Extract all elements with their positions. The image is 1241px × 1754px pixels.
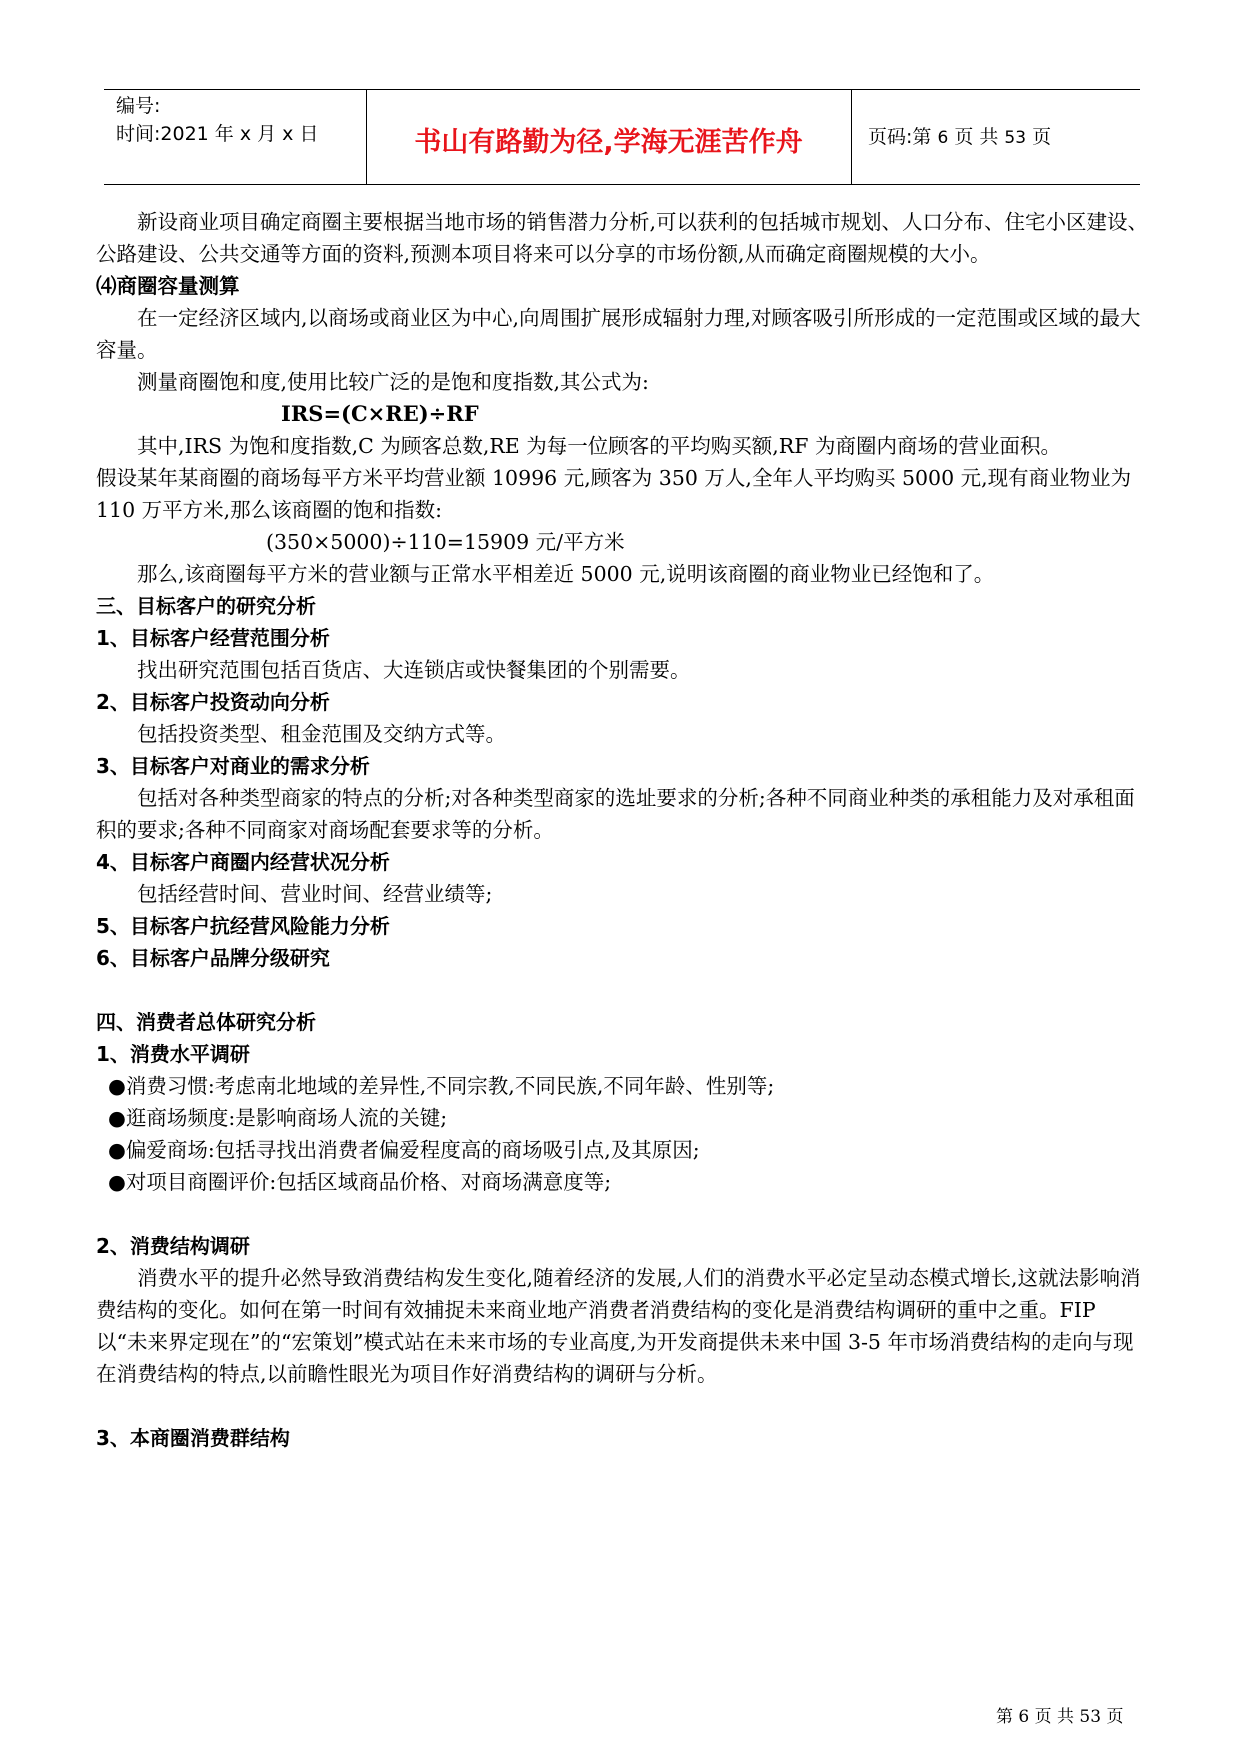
page-total: 53 [1004, 128, 1027, 148]
bullet-item: ●对项目商圈评价:包括区域商品价格、对商场满意度等; [108, 1170, 612, 1194]
page-prefix: 页码:第 [868, 126, 938, 148]
subsection-heading: 3、本商圈消费群结构 [96, 1426, 290, 1450]
section-heading: 四、消费者总体研究分析 [96, 1010, 316, 1034]
subsection-heading: 2、目标客户投资动向分析 [96, 690, 330, 714]
subsection-heading: 3、目标客户对商业的需求分析 [96, 754, 370, 778]
page-mid: 页 共 [948, 126, 1005, 148]
paragraph: 其中,IRS 为饱和度指数,C 为顾客总数,RE 为每一位顾客的平均购买额,RF 为商圈内商场的营业面积。 [137, 434, 1061, 458]
subsection-heading: 4、目标客户商圈内经营状况分析 [96, 850, 390, 874]
paragraph: 包括对各种类型商家的特点的分析;对各种类型商家的选址要求的分析;各种不同商业种类的承租能力及对承租面积的要求;各种不同商家对商场配套要求等的分析。 [96, 786, 1135, 842]
formula: IRS=(C×RE)÷RF [281, 401, 479, 426]
paragraph: 包括投资类型、租金范围及交纳方式等。 [137, 722, 506, 746]
section-heading: ⑷商圈容量测算 [96, 274, 240, 298]
spacer [96, 1390, 1148, 1422]
page-suffix: 页 [1026, 126, 1052, 148]
page-header [104, 89, 1140, 185]
subsection-heading: 5、目标客户抗经营风险能力分析 [96, 914, 390, 938]
bullet-item: ●逛商场频度:是影响商场人流的关键; [108, 1106, 448, 1130]
paragraph: 那么,该商圈每平方米的营业额与正常水平相差近 5000 元,说明该商圈的商业物业已经饱和了。 [137, 562, 995, 586]
header-divider [366, 90, 367, 184]
header-divider [851, 90, 852, 184]
paragraph: 新设商业项目确定商圈主要根据当地市场的销售潜力分析,可以获利的包括城市规划、人口分布、住宅小区建设、公路建设、公共交通等方面的资料,预测本项目将来可以分享的市场份额,从而确定商圈规模的大小。 [96, 210, 1149, 266]
header-info [116, 92, 318, 148]
header-page-info [868, 122, 1051, 149]
document-time-label: 时间:2021 年 x 月 x 日 [116, 123, 319, 145]
subsection-heading: 2、消费结构调研 [96, 1234, 250, 1258]
paragraph: 在一定经济区域内,以商场或商业区为中心,向周围扩展形成辐射力理,对顾客吸引所形成的一定范围或区域的最大容量。 [96, 306, 1141, 362]
paragraph: 消费水平的提升必然导致消费结构发生变化,随着经济的发展,人们的消费水平必定呈动态模式增长,这就法影响消费结构的变化。如何在第一时间有效捕捉未来商业地产消费者消费结构的变化是消费结构调研的重中之重。FIP 以“未来界定现在”的“宏策划”模式站在未来市场的专业高度,为开发商提供未来中国 3-5 年市场消费结构的走向与现在消费结构的特点,以前瞻性眼光为项目作好消费结构的调研与分析。 [96, 1266, 1141, 1386]
calculation: (350×5000)÷110=15909 元/平方米 [266, 530, 625, 554]
document-body [96, 206, 1148, 1454]
subsection-heading: 6、目标客户品牌分级研究 [96, 946, 330, 970]
spacer [96, 974, 1148, 1006]
page-footer: 第 6 页 共 53 页 [996, 1707, 1124, 1727]
paragraph: 包括经营时间、营业时间、经营业绩等; [137, 882, 493, 906]
spacer [96, 1198, 1148, 1230]
header-motto: 书山有路勤为径,学海无涯苦作舟 [414, 127, 803, 158]
subsection-heading: 1、目标客户经营范围分析 [96, 626, 330, 650]
section-heading: 三、目标客户的研究分析 [96, 594, 316, 618]
bullet-item: ●偏爱商场:包括寻找出消费者偏爱程度高的商场吸引点,及其原因; [108, 1138, 700, 1162]
bullet-item: ●消费习惯:考虑南北地域的差异性,不同宗教,不同民族,不同年龄、性别等; [108, 1074, 775, 1098]
paragraph: 找出研究范围包括百货店、大连锁店或快餐集团的个别需要。 [137, 658, 691, 682]
subsection-heading: 1、消费水平调研 [96, 1042, 250, 1066]
paragraph: 假设某年某商圈的商场每平方米平均营业额 10996 元,顾客为 350 万人,全年人平均购买 5000 元,现有商业物业为 110 万平方米,那么该商圈的饱和指数: [96, 466, 1132, 522]
paragraph: 测量商圈饱和度,使用比较广泛的是饱和度指数,其公式为: [137, 370, 649, 394]
page-number: 6 [937, 128, 949, 148]
document-number-label: 编号: [116, 95, 161, 117]
